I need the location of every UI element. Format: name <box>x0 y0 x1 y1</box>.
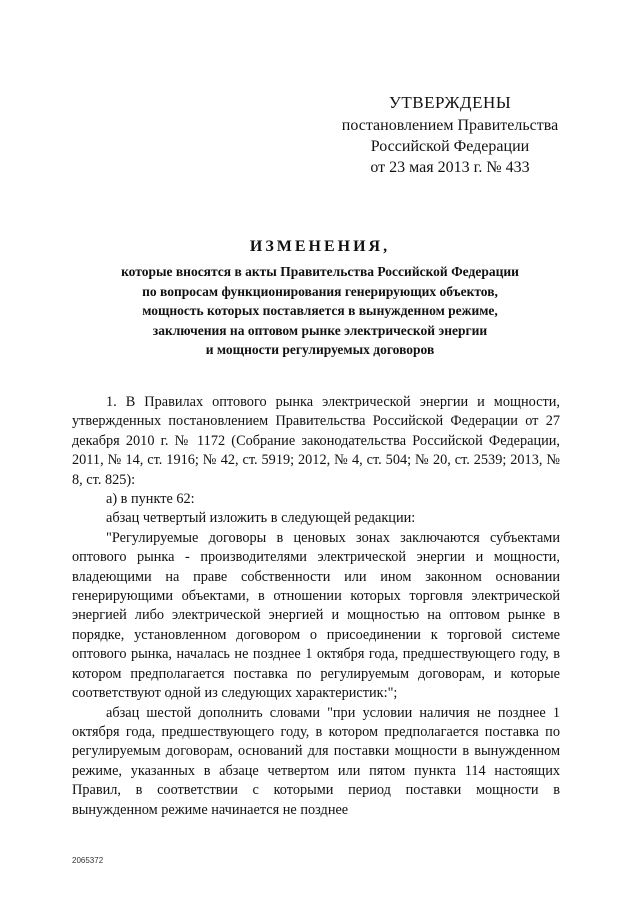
subtitle-line: заключения на оптовом рынке электрической энергии <box>152 322 488 338</box>
approval-line-1: постановлением Правительства <box>341 117 559 134</box>
subtitle-line: и мощности регулируемых договоров <box>205 342 435 357</box>
approval-block <box>330 92 570 178</box>
paragraph: "Регулируемые договоры в ценовых зонах заключаются субъектами оптового рынка - производителями электрической энергии и мощности, владеющими на праве собственности или ином законном основании генерирующими объектами, в отношении которых торговля электрической энергией либо электрической энергией и мощностью на оптовом рынке в порядке, установленном договором о присоединении к торговой системе оптового рынка, началась не позднее 1 октября года, предшествующего году, в котором предполагается поставка по регулируемым договорам, и которые соответствуют одной из следующих характеристик:"; <box>72 529 560 702</box>
document-body <box>72 393 560 820</box>
subtitle-line: которые вносятся в акты Правительства Российской Федерации <box>121 264 519 279</box>
approval-line-2: Российской Федерации <box>370 138 530 155</box>
paragraph: абзац четвертый изложить в следующей редакции: <box>106 510 416 527</box>
footer-code: 2065372 <box>72 856 104 865</box>
paragraph: абзац шестой дополнить словами "при условии наличия не позднее 1 октября года, предшествующего году, в котором предполагается поставка по регулируемым договорам, оснований для поставки мощности в вынужденном режиме, указанных в абзаце четвертом или пятом пункта 114 настоящих Правил, в соответствии с которыми период поставки мощности в вынужденном режиме начинается не позднее <box>72 704 560 818</box>
approval-line-3: от 23 мая 2013 г. № 433 <box>370 159 530 176</box>
document-title: ИЗМЕНЕНИЯ, <box>249 238 391 255</box>
subtitle-line: по вопросам функционирования генерирующих объектов, <box>142 283 498 299</box>
approval-heading: УТВЕРЖДЕНЫ <box>388 93 512 112</box>
paragraph: а) в пункте 62: <box>106 491 195 508</box>
document-subtitle <box>60 262 580 360</box>
subtitle-line: мощность которых поставляется в вынужденном режиме, <box>142 303 498 318</box>
paragraph: 1. В Правилах оптового рынка электрической энергии и мощности, утвержденных постановлением Правительства Российской Федерации от 27 декабря 2010 г. № 1172 (Собрание законодательства Российской Федерации, 2011, № 14, ст. 1916; № 42, ст. 5919; 2012, № 4, ст. 504; № 20, ст. 2539; 2013, № 8, ст. 825): <box>72 394 560 488</box>
